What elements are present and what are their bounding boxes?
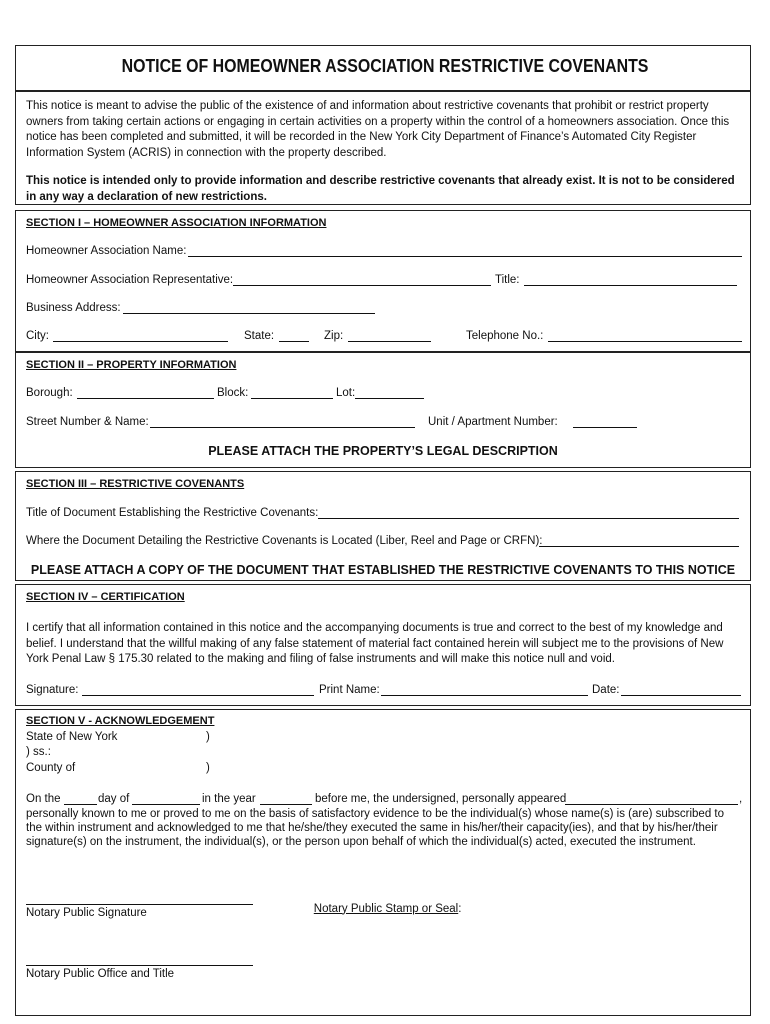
venue-paren-2: )	[206, 762, 210, 774]
signature-label: Signature:	[26, 684, 79, 696]
section-2-heading: SECTION II – PROPERTY INFORMATION	[26, 359, 237, 371]
print-name-field[interactable]	[381, 686, 588, 696]
state-field[interactable]	[279, 332, 309, 342]
notary-stamp-block	[301, 892, 461, 927]
city-label: City:	[26, 330, 49, 342]
document-location-label: Where the Document Detailing the Restrictive Covenants is Located (Liber, Reel and Page or CRFN):	[26, 535, 543, 547]
section-4-box	[15, 584, 751, 706]
telephone-field[interactable]	[548, 332, 742, 342]
section-3-heading: SECTION III – RESTRICTIVE COVENANTS	[26, 478, 245, 490]
intro-box	[15, 91, 751, 205]
appeared-comma: ,	[739, 793, 743, 805]
notary-stamp-label: Notary Public Stamp or Seal	[313, 902, 459, 915]
city-field[interactable]	[53, 332, 228, 342]
intro-paragraph: This notice is meant to advise the public of the existence of and information about restrictive covenants that prohibit or restrict property owners from taking certain actions or engaging in certain activities on a property within the control of a homeowners association. Once this notice has been completed and submitted, it will be recorded in the New York City Department of Finance’s Automated City Register Information System (ACRIS) in connection with the property described.	[26, 100, 730, 159]
venue-ss: ) ss.:	[26, 746, 51, 758]
hoa-rep-field[interactable]	[233, 276, 491, 286]
unit-label: Unit / Apartment Number:	[428, 416, 558, 428]
hoa-name-label: Homeowner Association Name:	[26, 245, 187, 257]
venue-state: State of New York	[26, 731, 118, 743]
notary-signature-field[interactable]	[26, 895, 253, 905]
street-label: Street Number & Name:	[26, 416, 149, 428]
section-1-box	[15, 210, 751, 352]
title-field[interactable]	[524, 276, 737, 286]
section-4-heading: SECTION IV – CERTIFICATION	[26, 591, 185, 603]
zip-label: Zip:	[324, 330, 344, 342]
date-label: Date:	[592, 684, 620, 696]
document-title-label: Title of Document Establishing the Restrictive Covenants:	[26, 507, 319, 519]
on-the-label: On the	[26, 793, 61, 805]
section-5-box	[15, 709, 751, 1016]
telephone-label: Telephone No.:	[466, 330, 544, 342]
business-address-field[interactable]	[123, 304, 375, 314]
lot-label: Lot:	[336, 387, 356, 399]
lot-field[interactable]	[355, 389, 424, 399]
document-title-field[interactable]	[318, 509, 739, 519]
intro-disclaimer: This notice is intended only to provide information and describe restrictive covenants that already exist. It is not to be considered in any way a declaration of new restrictions.	[26, 175, 735, 203]
day-of-label: day of	[98, 793, 130, 805]
hoa-name-field[interactable]	[188, 247, 742, 257]
section-5-heading: SECTION V - ACKNOWLEDGEMENT	[26, 715, 215, 727]
page-title: NOTICE OF HOMEOWNER ASSOCIATION RESTRICTIVE COVENANTS	[121, 55, 649, 76]
venue-paren-1: )	[206, 731, 210, 743]
notary-office-field[interactable]	[26, 956, 253, 966]
print-name-label: Print Name:	[319, 684, 380, 696]
section-1-heading: SECTION I – HOMEOWNER ASSOCIATION INFORMATION	[26, 217, 327, 229]
signature-field[interactable]	[82, 686, 314, 696]
before-me-label: before me, the undersigned, personally appeared	[315, 793, 567, 805]
title-label: Title:	[495, 274, 520, 286]
notary-stamp-colon: :	[458, 902, 462, 915]
day-field[interactable]	[64, 795, 97, 805]
section-3-box	[15, 471, 751, 581]
in-the-year-label: in the year	[202, 793, 256, 805]
certification-statement: I certify that all information contained in this notice and the accompanying documents is true and correct to the best of my knowledge and belief. I understand that the willful making of any false statement of material fact contained herein will subject me to the provisions of New York Penal Law § 175.30 related to the making and filing of false instruments and will make this notice null and void.	[26, 622, 724, 666]
block-field[interactable]	[251, 389, 333, 399]
section-2-box	[15, 352, 751, 468]
venue-county: County of	[26, 762, 76, 774]
year-field[interactable]	[260, 795, 312, 805]
borough-field[interactable]	[77, 389, 214, 399]
legal-description-note: PLEASE ATTACH THE PROPERTY’S LEGAL DESCRIPTION	[208, 444, 558, 458]
state-label: State:	[244, 330, 275, 342]
unit-field[interactable]	[573, 418, 637, 428]
notary-signature-label: Notary Public Signature	[26, 907, 147, 919]
borough-label: Borough:	[26, 387, 73, 399]
street-field[interactable]	[150, 418, 415, 428]
document-location-field[interactable]	[539, 537, 739, 547]
business-address-label: Business Address:	[26, 302, 121, 314]
appeared-name-field[interactable]	[565, 795, 738, 805]
hoa-rep-label: Homeowner Association Representative:	[26, 274, 234, 286]
month-field[interactable]	[132, 795, 200, 805]
block-label: Block:	[217, 387, 249, 399]
acknowledgement-body: personally known to me or proved to me on the basis of satisfactory evidence to be the individual(s) whose name(s) is (are) subscribed to the within instrument and acknowledged to me that he/she/they executed the same in his/her/their capacity(ies), and that by his/her/their signature(s) on the instrument, the individual(s), or the person upon behalf of which the individual(s) acted, executed the instrument.	[26, 808, 725, 849]
covenant-document-note: PLEASE ATTACH A COPY OF THE DOCUMENT THAT ESTABLISHED THE RESTRICTIVE COVENANTS TO THIS NOTICE	[30, 563, 736, 577]
date-field[interactable]	[621, 686, 741, 696]
notary-office-label: Notary Public Office and Title	[26, 968, 175, 980]
zip-field[interactable]	[348, 332, 431, 342]
